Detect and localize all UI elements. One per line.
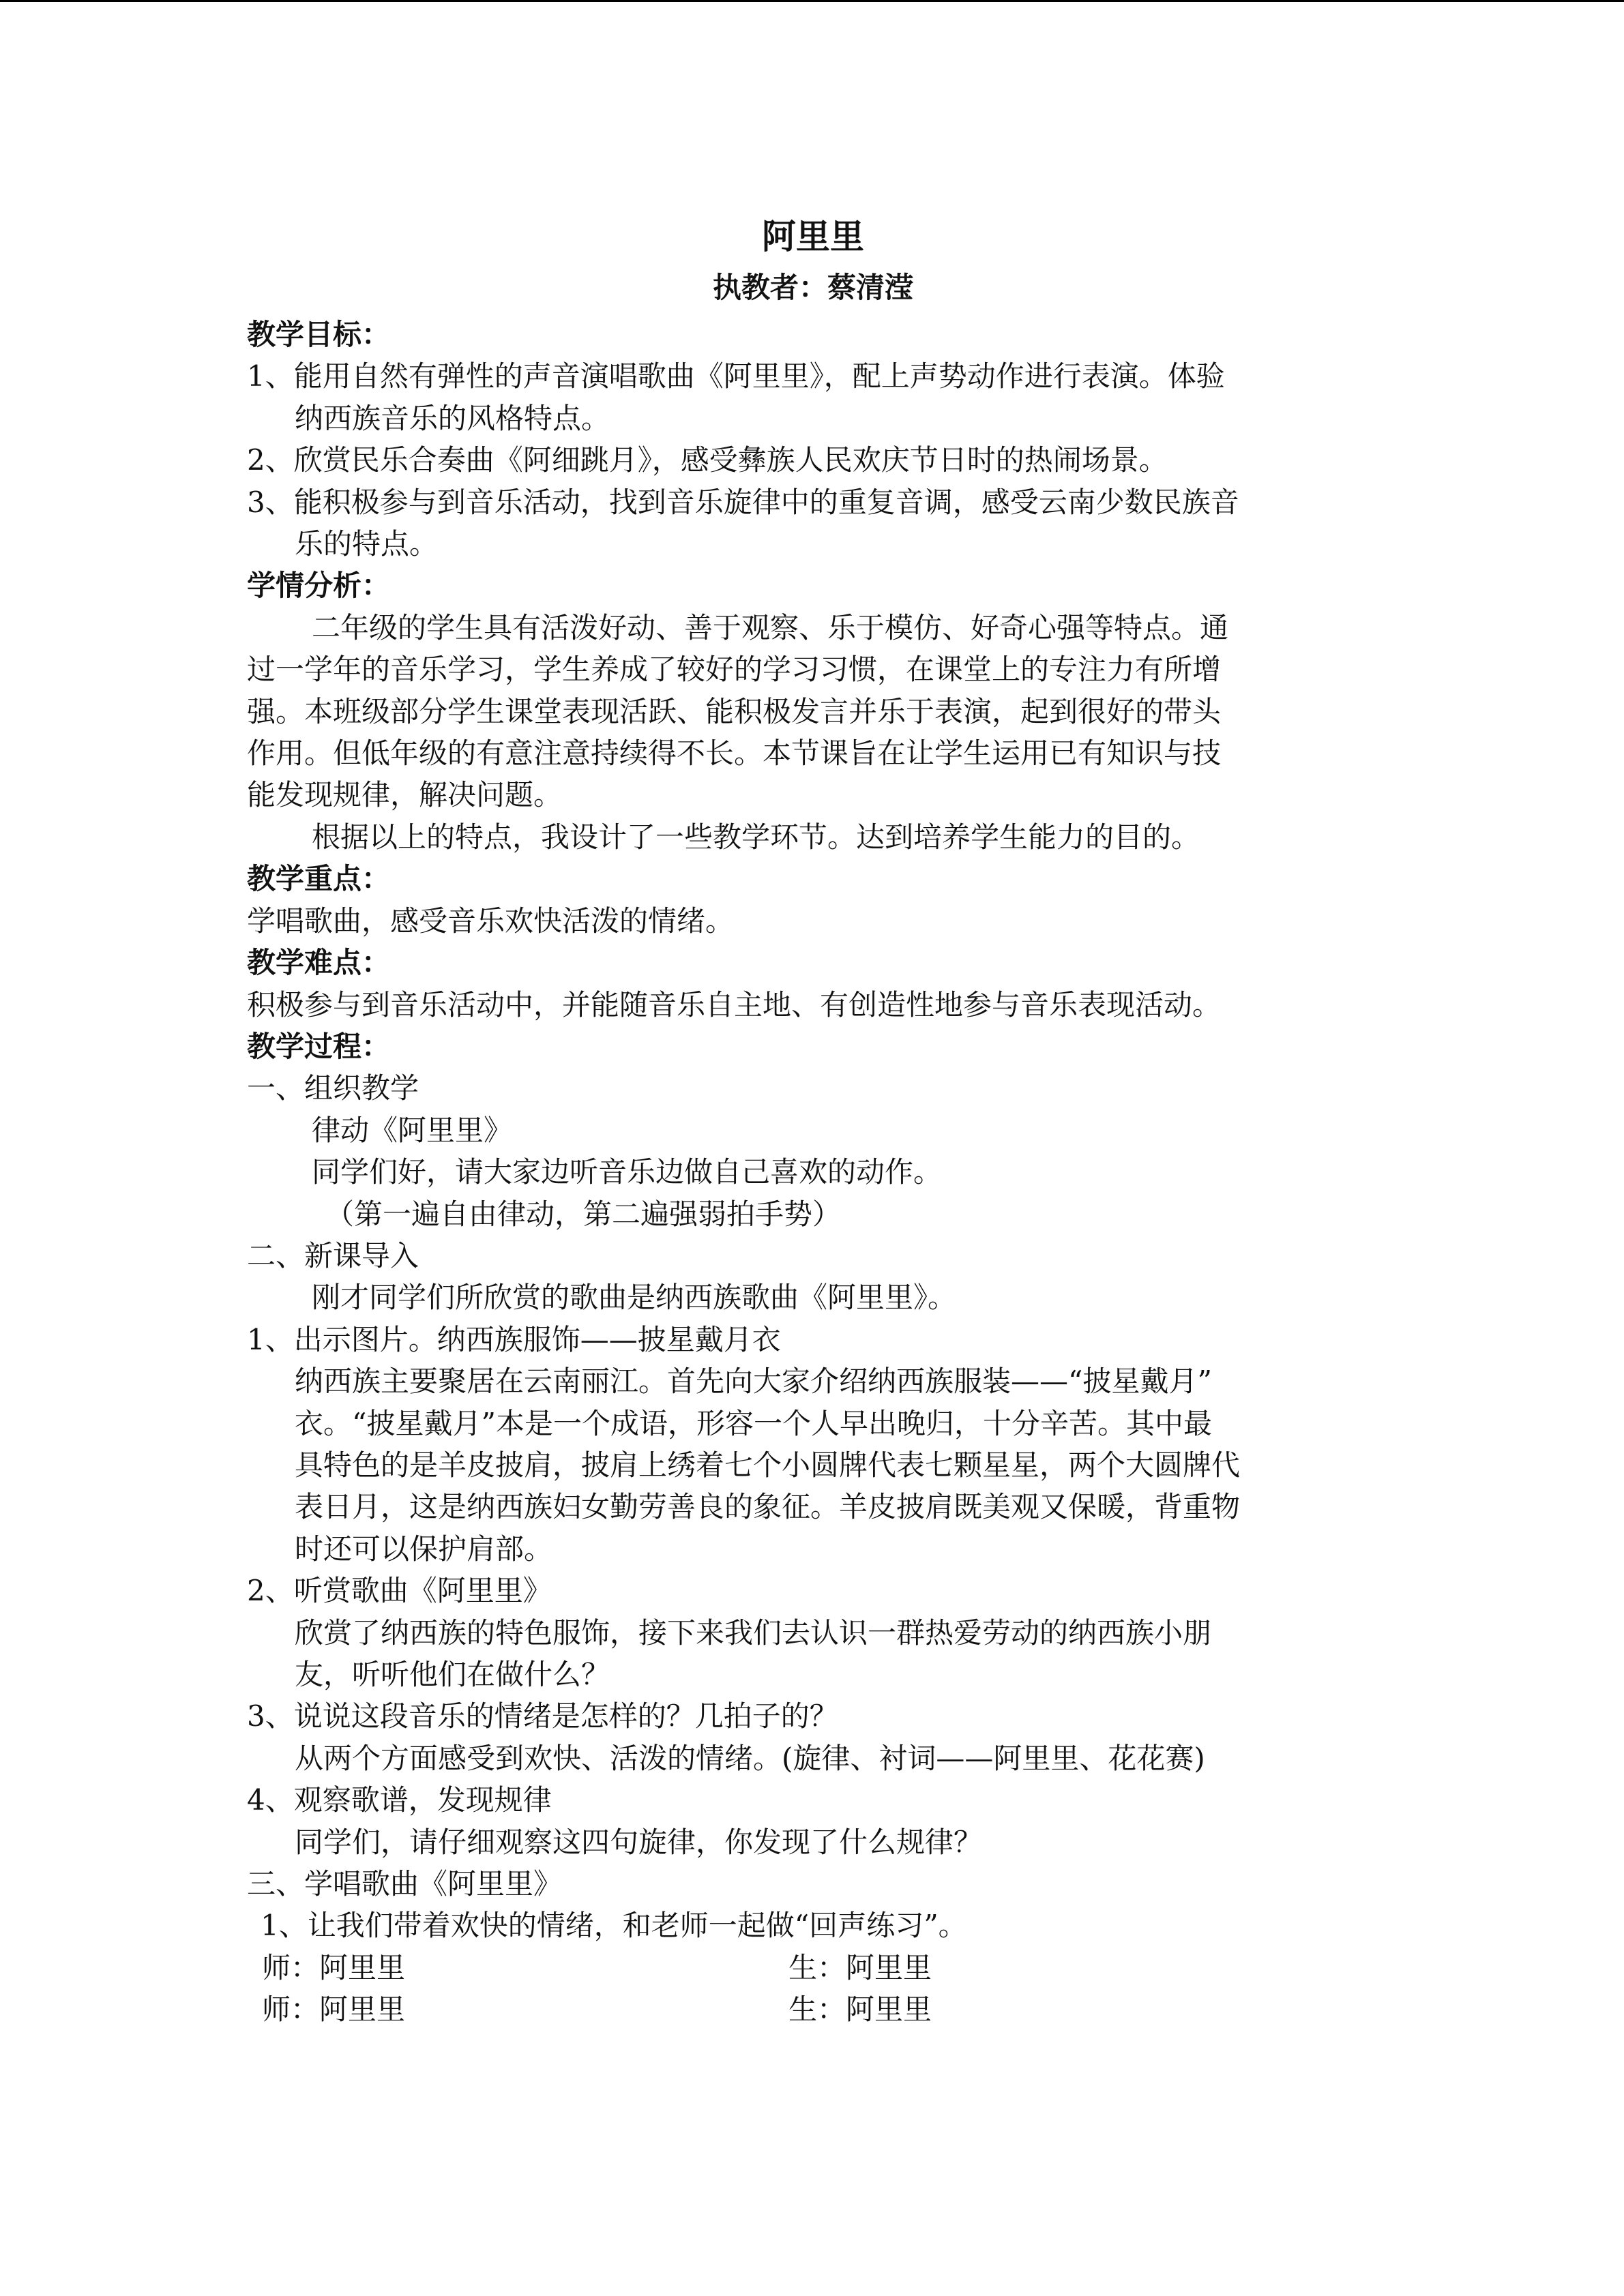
goal-item-continuation: 纳西族音乐的风格特点。 — [295, 401, 610, 435]
process-line: 律动《阿里里》 — [312, 1113, 513, 1147]
process-step: 4、观察歌谱，发现规律 — [247, 1783, 552, 1817]
document-author: 执教者：蔡清滢 — [712, 271, 913, 304]
analysis-line: 根据以上的特点，我设计了一些教学环节。达到培养学生能力的目的。 — [312, 820, 1200, 854]
goals-heading: 教学目标： — [247, 318, 391, 351]
process-line: 同学们好，请大家边听音乐边做自己喜欢的动作。 — [312, 1155, 943, 1189]
focus-heading: 教学重点： — [247, 862, 391, 896]
analysis-line: 过一学年的音乐学习，学生养成了较好的学习习惯，在课堂上的专注力有所增 — [247, 653, 1222, 687]
process-line: 从两个方面感受到欢快、活泼的情绪。(旋律、衬词——阿里里、花花赛) — [295, 1741, 1205, 1775]
student-line: 生：阿里里 — [788, 1993, 932, 2027]
analysis-heading: 学情分析： — [247, 569, 391, 603]
process-line: 时还可以保护肩部。 — [295, 1532, 553, 1566]
focus-text: 学唱歌曲，感受音乐欢快活泼的情绪。 — [247, 904, 735, 938]
process-line: 衣。“披星戴月”本是一个成语，形容一个人早出晚归，十分辛苦。其中最 — [295, 1406, 1212, 1440]
document-page — [247, 211, 1379, 2031]
goal-item: 2、欣赏民乐合奏曲《阿细跳月》，感受彝族人民欢庆节日时的热闹场景。 — [247, 443, 1168, 477]
student-line: 生：阿里里 — [788, 1950, 932, 1984]
process-line: 刚才同学们所欣赏的歌曲是纳西族歌曲《阿里里》。 — [312, 1281, 957, 1315]
goal-item: 1、能用自然有弹性的声音演唱歌曲《阿里里》，配上声势动作进行表演。体验 — [247, 359, 1225, 393]
dialogue-row — [247, 1947, 1379, 1988]
analysis-line: 能发现规律，解决问题。 — [247, 778, 563, 812]
process-line: 同学们，请仔细观察这四句旋律，你发现了什么规律？ — [295, 1825, 983, 1859]
process-step: 一、组织教学 — [247, 1071, 419, 1105]
process-step: 三、学唱歌曲《阿里里》 — [247, 1867, 563, 1901]
teacher-line: 师：阿里里 — [262, 1993, 406, 2027]
process-line: 1、让我们带着欢快的情绪，和老师一起做“回声练习”。 — [261, 1909, 967, 1943]
process-step: 二、新课导入 — [247, 1238, 419, 1272]
difficulty-heading: 教学难点： — [247, 946, 391, 980]
top-border-line — [0, 0, 1624, 2]
process-heading: 教学过程： — [247, 1029, 391, 1063]
analysis-line: 强。本班级部分学生课堂表现活跃、能积极发言并乐于表演，起到很好的带头 — [247, 694, 1222, 728]
dialogue-row — [247, 1988, 1379, 2030]
process-line: 表日月，这是纳西族妇女勤劳善良的象征。羊皮披肩既美观又保暖，背重物 — [295, 1490, 1241, 1524]
goal-item: 3、能积极参与到音乐活动，找到音乐旋律中的重复音调，感受云南少数民族音 — [247, 485, 1239, 519]
document-title: 阿里里 — [762, 216, 864, 256]
process-line: 具特色的是羊皮披肩，披肩上绣着七个小圆牌代表七颗星星，两个大圆牌代 — [295, 1448, 1241, 1482]
process-line: （第一遍自由律动，第二遍强弱拍手势） — [325, 1197, 842, 1231]
process-line: 纳西族主要聚居在云南丽江。首先向大家介绍纳西族服装——“披星戴月” — [295, 1365, 1212, 1399]
difficulty-text: 积极参与到音乐活动中，并能随音乐自主地、有创造性地参与音乐表现活动。 — [247, 987, 1222, 1022]
process-line: 友，听听他们在做什么？ — [295, 1658, 610, 1691]
analysis-line: 作用。但低年级的有意注意持续得不长。本节课旨在让学生运用已有知识与技 — [247, 736, 1222, 771]
process-line: 欣赏了纳西族的特色服饰，接下来我们去认识一群热爱劳动的纳西族小朋 — [295, 1615, 1212, 1650]
process-step: 1、出示图片。纳西族服饰——披星戴月衣 — [247, 1322, 781, 1356]
analysis-line: 二年级的学生具有活泼好动、善于观察、乐于模仿、好奇心强等特点。通 — [312, 610, 1229, 644]
process-step: 2、听赏歌曲《阿里里》 — [247, 1574, 552, 1608]
teacher-line: 师：阿里里 — [262, 1950, 406, 1984]
goal-item-continuation: 乐的特点。 — [295, 527, 439, 561]
process-step: 3、说说这段音乐的情绪是怎样的？几拍子的？ — [247, 1699, 838, 1733]
